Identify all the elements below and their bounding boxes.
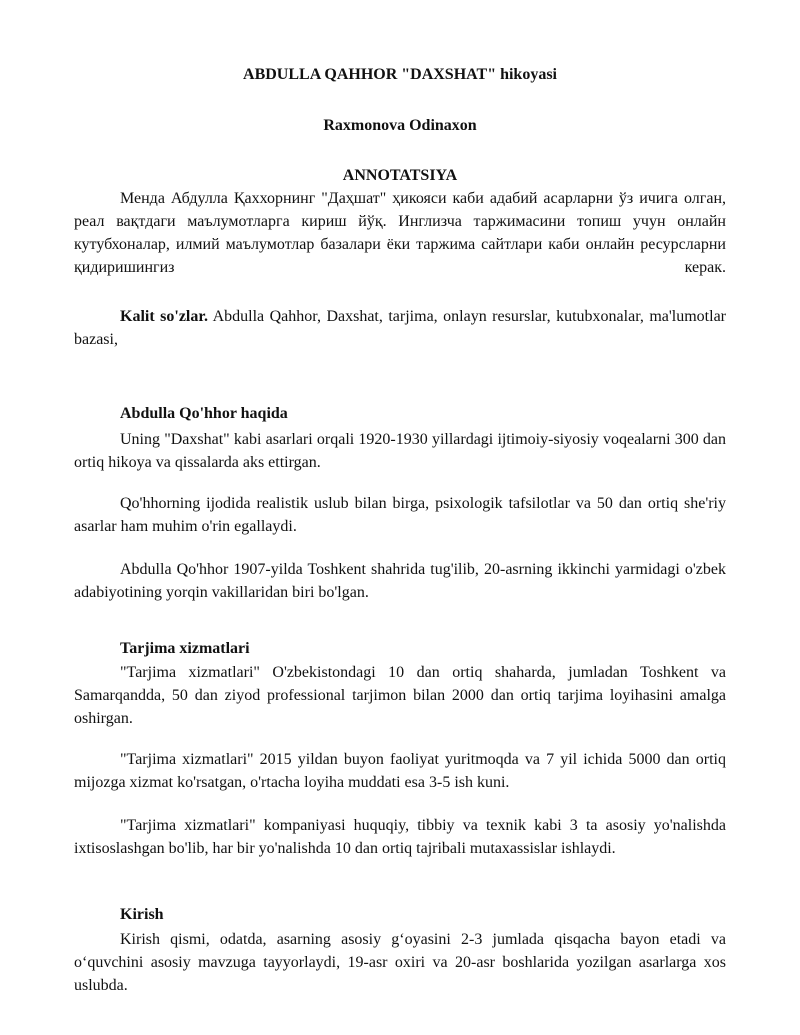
intro-paragraph-1: Kirish qismi, odatda, asarning asosiy g‘oyasini 2-3 jumlada qisqacha bayon etadi va o‘quvchini asosiy mavzuga tayyorlaydi, 19-asr oxiri va 20-asr boshlarida yozilgan asarlarga xos uslubda. — [74, 931, 726, 994]
about-paragraph-1: Uning "Daxshat" kabi asarlari orqali 1920-1930 yillardagi ijtimoiy-siyosiy voqealarni 300 dan ortiq hikoya va qissalarda aks ettirgan. — [74, 431, 726, 471]
annotation-heading: ANNOTATSIYA — [342, 167, 458, 184]
translation-paragraph-3: "Tarjima xizmatlari" kompaniyasi huquqiy, tibbiy va texnik kabi 3 ta asosiy yo'nalishda ixtisoslashgan bo'lib, har bir yo'nalishda 10 dan ortiq tajribali mutaxassislar ishlaydi. — [74, 817, 726, 857]
translation-paragraph-2: "Tarjima xizmatlari" 2015 yildan buyon faoliyat yuritmoqda va 7 yil ichida 5000 dan ortiq mijozga xizmat ko'rsatgan, o'rtacha loyiha muddati esa 3-5 ish kuni. — [74, 751, 726, 791]
keywords-label: Kalit so'zlar. — [120, 308, 208, 325]
about-paragraph-3: Abdulla Qo'hhor 1907-yilda Toshkent shahrida tug'ilib, 20-asrning ikkinchi yarmidagi o'zbek adabiyotining yorqin vakillaridan biri bo'lgan. — [74, 561, 726, 601]
translation-heading: Tarjima xizmatlari — [120, 640, 250, 657]
intro-heading: Kirish — [120, 906, 164, 923]
author-name: Raxmonova Odinaxon — [323, 117, 477, 134]
about-heading: Abdulla Qo'hhor haqida — [120, 405, 288, 422]
translation-paragraph-1: "Tarjima xizmatlari" O'zbekistondagi 10 dan ortiq shaharda, jumladan Toshkent va Samarqandda, 50 dan ziyod professional tarjimon bilan 2000 dan ortiq tarjima loyihasini amalga oshirgan. — [74, 664, 726, 727]
document-title: ABDULLA QAHHOR "DAXSHAT" hikoyasi — [243, 66, 557, 83]
about-paragraph-2: Qo'hhorning ijodida realistik uslub bilan birga, psixologik tafsilotlar va 50 dan ortiq she'riy asarlar ham muhim o'rin egallaydi. — [74, 495, 726, 535]
keywords-paragraph — [74, 305, 726, 351]
annotation-paragraph: Менда Абдулла Қаххорнинг "Даҳшат" ҳикояси каби адабий асарларни ўз ичига олган, реал вақтдаги маълумотларга кириш йўқ. Инглизча таржимасини топиш учун онлайн кутубхоналар, илмий маълумотлар базалари ёки таржима сайтлари каби онлайн ресурсларни қидиришингиз керак. — [74, 190, 726, 276]
keywords-text: Abdulla Qahhor, Daxshat, tarjima, onlayn resurslar, kutubxonalar, ma'lumotlar bazasi, — [74, 308, 726, 348]
